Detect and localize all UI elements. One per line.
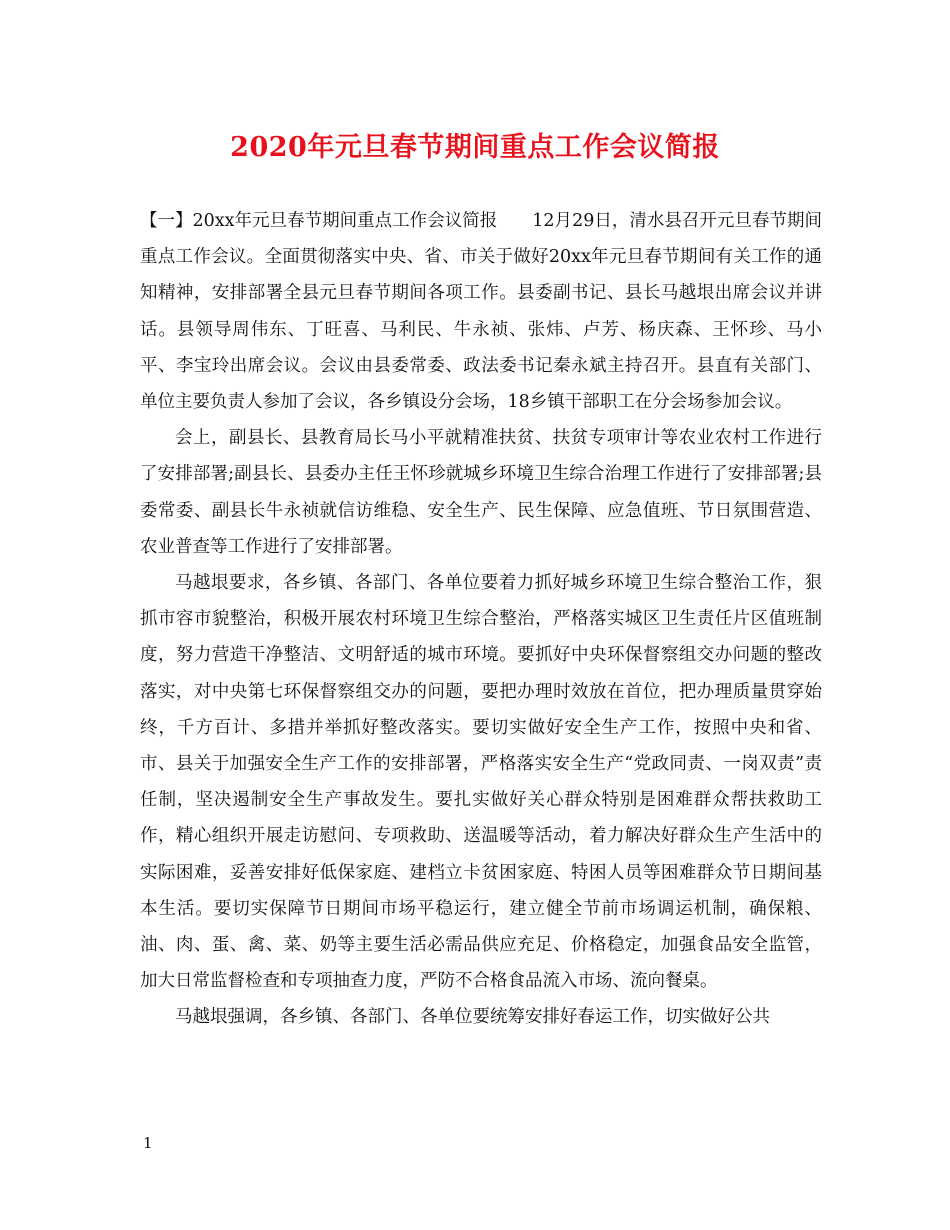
paragraph-3: 马越垠要求，各乡镇、各部门、各单位要着力抓好城乡环境卫生综合整治工作，狠抓市容市貌整治，积极开展农村环境卫生综合整治，严格落实城区卫生责任片区值班制度，努力营造干净整洁、文明舒适的城市环境。要抓好中央环保督察组交办问题的整改落实，对中央第七环保督察组交办的问题，要把办理时效放在首位，把办理质量贯穿始终，千方百计、多措并举抓好整改落实。要切实做好安全生产工作，按照中央和省、市、县关于加强安全生产工作的安排部署，严格落实安全生产“党政同责、一岗双责”责任制，坚决遏制安全生产事故发生。要扎实做好关心群众特别是困难群众帮扶救助工作，精心组织开展走访慰问、专项救助、送温暖等活动，着力解决好群众生产生活中的实际困难，妥善安排好低保家庭、建档立卡贫困家庭、特困人员等困难群众节日期间基本生活。要切实保障节日期间市场平稳运行，建立健全节前市场调运机制，确保粮、油、肉、蛋、禽、菜、奶等主要生活必需品供应充足、价格稳定，加强食品安全监管，加大日常监督检查和专项抽查力度，严防不合格食品流入市场、流向餐桌。 [140, 573, 822, 992]
document-title: 2020年元旦春节期间重点工作会议简报 [230, 132, 720, 163]
page-number: 1 [143, 1134, 153, 1152]
document-body [140, 203, 822, 1036]
paragraph-1: 【一】20xx年元旦春节期间重点工作会议简报 12月29日，清水县召开元旦春节期间重点工作会议。全面贯彻落实中央、省、市关于做好20xx年元旦春节期间有关工作的通知精神，安排部署全县元旦春节期间各项工作。县委副书记、县长马越垠出席会议并讲话。县领导周伟东、丁旺喜、马利民、牛永祯、张炜、卢芳、杨庆森、王怀珍、马小平、李宝玲出席会议。会议由县委常委、政法委书记秦永斌主持召开。县直有关部门、单位主要负责人参加了会议，各乡镇设分会场，18乡镇干部职工在分会场参加会议。 [140, 211, 822, 413]
paragraph-4: 马越垠强调，各乡镇、各部门、各单位要统筹安排好春运工作，切实做好公共 [175, 1007, 770, 1028]
paragraph-2: 会上，副县长、县教育局长马小平就精准扶贫、扶贫专项审计等农业农村工作进行了安排部署;副县长、县委办主任王怀珍就城乡环境卫生综合治理工作进行了安排部署;县委常委、副县长牛永祯就信访维稳、安全生产、民生保障、应急值班、节日氛围营造、农业普查等工作进行了安排部署。 [140, 428, 822, 557]
